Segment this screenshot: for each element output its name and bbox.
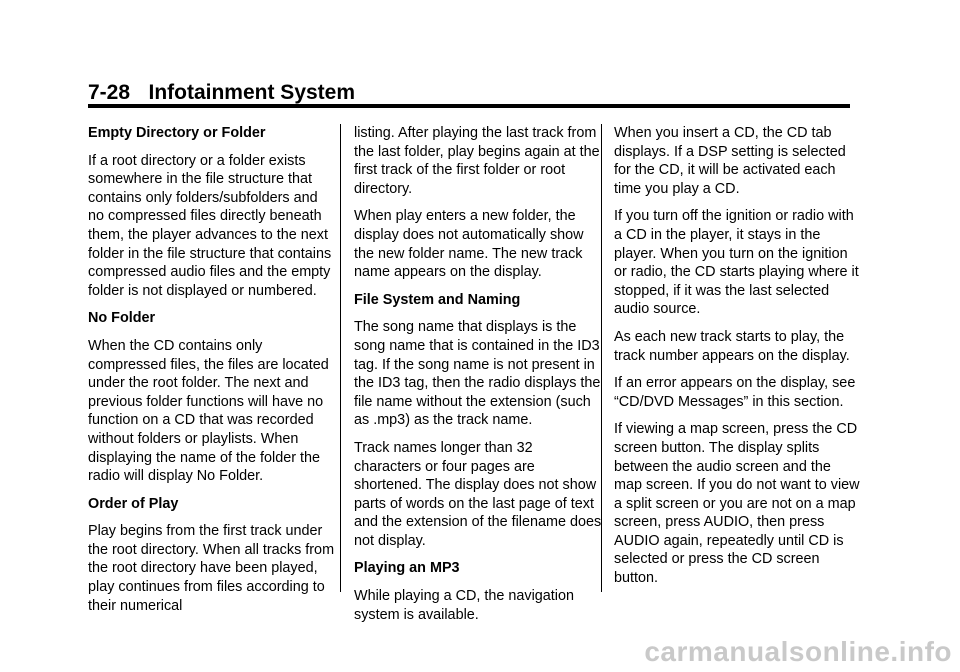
- subheading: Playing an MP3: [354, 560, 460, 577]
- body-paragraph: When you insert a CD, the CD tab displays. If a DSP setting is selected for the CD, it will be activated each time you play a CD.: [614, 125, 846, 197]
- subheading: File System and Naming: [354, 291, 521, 308]
- column-divider: [340, 124, 341, 592]
- subheading: Order of Play: [88, 495, 179, 512]
- body-paragraph: The song name that displays is the song name that is contained in the ID3 tag. If the song name is not present in the ID3 tag, then the radio displays the file name without the extension (such as .mp3) as the track name.: [354, 319, 601, 429]
- text-column-3: [614, 124, 862, 597]
- body-paragraph: Track names longer than 32 characters or four pages are shortened. The display does not show parts of words on the last page of text and the extension of the filename does not display.: [354, 439, 602, 549]
- header-rule: [88, 104, 850, 108]
- column-divider: [601, 124, 602, 592]
- watermark: carmanualsonline.info: [644, 636, 952, 667]
- body-paragraph: As each new track starts to play, the track number appears on the display.: [614, 328, 850, 364]
- subheading: No Folder: [88, 310, 156, 327]
- body-paragraph: If you turn off the ignition or radio with a CD in the player, it stays in the player. When you turn on the ignition or radio, the CD starts playing where it stopped, if it was the last selected audio source.: [614, 208, 859, 318]
- page-number: 7-28: [88, 81, 131, 104]
- text-column-2: [354, 124, 602, 633]
- body-paragraph: When the CD contains only compressed files, the files are located under the root folder. The next and previous folder functions will have no function on a CD that was recorded without folders or playlists. When displaying the name of the folder the radio will display No Folder.: [88, 337, 329, 485]
- text-column-1: [88, 124, 336, 624]
- body-paragraph: If a root directory or a folder exists somewhere in the file structure that contains only folders/subfolders and no compressed files directly beneath them, the player advances to the next folder in the file structure that contains compressed audio files and the empty folder is not displayed or numbered.: [88, 152, 332, 299]
- body-paragraph: If an error appears on the display, see “CD/DVD Messages” in this section.: [614, 375, 856, 410]
- body-paragraph: If viewing a map screen, press the CD screen button. The display splits between the audio screen and the map screen. If you do not want to view a split screen or you are not on a map screen, press AUDIO, then press AUDIO again, repeatedly until CD is selected or press the CD screen button.: [614, 421, 860, 587]
- body-paragraph: While playing a CD, the navigation system is available.: [354, 588, 574, 623]
- subheading: Empty Directory or Folder: [88, 125, 266, 141]
- body-paragraph: When play enters a new folder, the display does not automatically show the new folder name. The new track name appears on the display.: [354, 208, 584, 281]
- section-title: Infotainment System: [148, 81, 356, 104]
- body-paragraph: Play begins from the first track under the root directory. When all tracks from the root directory have been played, play continues from files according to their numerical: [88, 523, 335, 614]
- body-paragraph: listing. After playing the last track from the last folder, play begins again at the first track of the first folder or root directory.: [354, 125, 600, 197]
